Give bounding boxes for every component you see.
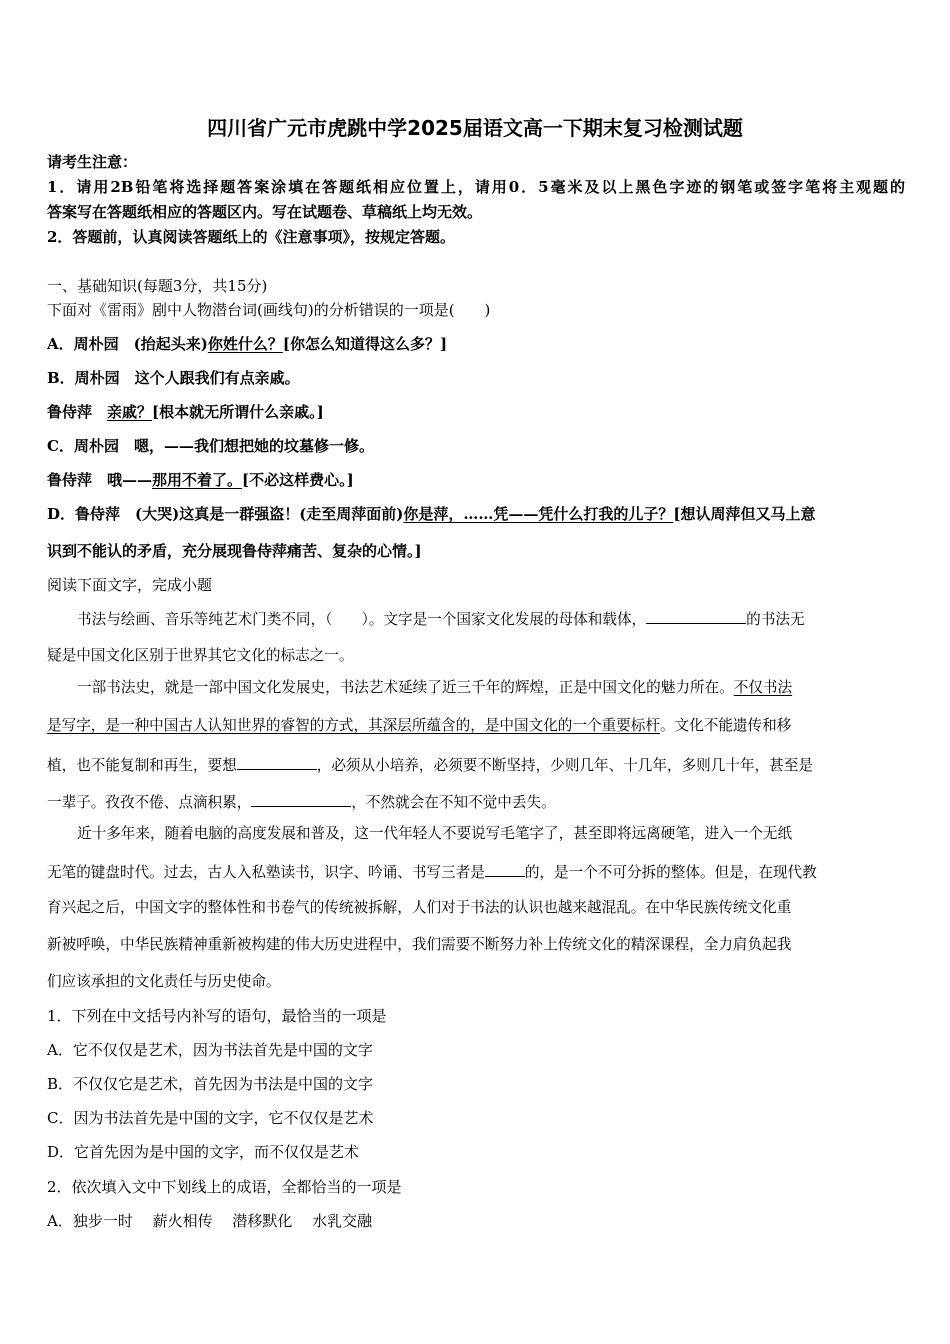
option-c: C．周朴园 嗯，——我们想把她的坟墓修一修。 — [47, 437, 374, 455]
passage-p3-line-2 — [47, 861, 905, 883]
q1-option-b: B．不仅仅它是艺术，首先因为书法是中国的文字 — [47, 1075, 374, 1093]
option-c-reply-prefix: 鲁侍萍 — [47, 471, 108, 489]
option-b-reply-note: [根本就无所谓什么亲戚。] — [152, 403, 324, 421]
option-b: B．周朴园 这个人跟我们有点亲戚。 — [47, 369, 300, 387]
p2-text-f: ，不然就会在不知不觉中丢失。 — [351, 794, 556, 811]
option-b-reply — [47, 402, 905, 422]
passage-p3-line-3: 育兴起之后，中国文字的整体性和书卷气的传统被拆解，人们对于书法的认识也越来越混乱。在中华民族传统文化重 — [47, 899, 792, 916]
p1-text-b: 的书法无 — [746, 611, 805, 628]
option-a-note: [你怎么知道得这么多？] — [282, 335, 448, 353]
p2-text-a: 一部书法史，就是一部中国文化发展史，书法艺术延续了近三千年的辉煌，正是中国文化的魅力所在。 — [77, 679, 734, 696]
q1-option-c: C．因为书法首先是中国的文字，它不仅仅是艺术 — [47, 1109, 374, 1127]
passage-p2-line-2 — [47, 716, 905, 736]
option-b-reply-underlined: 亲戚？ — [107, 403, 153, 421]
question-leiyu: 下面对《雷雨》剧中人物潜台词(画线句)的分析错误的一项是( ) — [47, 301, 491, 319]
q2-stem: 2．依次填入文中下划线上的成语，全都恰当的一项是 — [47, 1178, 402, 1196]
fill-blank-2 — [237, 754, 317, 770]
option-d-line-1 — [47, 504, 905, 524]
p2-text-e: 一辈子。孜孜不倦、点滴积累， — [47, 794, 252, 811]
fill-blank-3 — [251, 791, 351, 807]
fill-blank-1 — [646, 608, 746, 624]
option-d-note: [想认周萍但又马上意 — [673, 505, 816, 523]
fill-blank-4 — [485, 861, 525, 877]
passage-p1-line-1 — [47, 608, 905, 630]
notice-item-1-line-1: 1．请用2B铅笔将选择题答案涂填在答题纸相应位置上，请用0．5毫米及以上黑色字迹的钢笔或签字笔将主观题的 — [47, 178, 905, 196]
passage-p3-line-4: 新被呼唤，中华民族精神重新被构建的伟大历史进程中，我们需要不断努力补上传统文化的精深课程，全力肩负起我 — [47, 936, 792, 953]
passage-p3-line-1: 近十多年来，随着电脑的高度发展和普及，这一代年轻人不要说写毛笔字了，甚至即将远离硬笔，进入一个无纸 — [77, 825, 793, 842]
option-d-prefix: D．鲁侍萍 (大哭)这真是一群强盗！(走至周萍面前) — [47, 505, 404, 523]
p2-text-c: 植，也不能复制和再生，要想 — [47, 757, 237, 774]
p3-text-b: 的，是一个不可分拆的整体。但是，在现代教 — [524, 864, 817, 881]
p2-underlined-a: 不仅书法 — [733, 679, 793, 696]
notice-heading: 请考生注意： — [47, 153, 138, 171]
option-c-reply-note: [不必这样费心。] — [242, 471, 354, 489]
p1-text-a: 书法与绘画、音乐等纯艺术门类不同，（ ）。文字是一个国家文化发展的母体和载体， — [77, 611, 647, 628]
q2-option-a: A．独步一时 薪火相传 潜移默化 水乳交融 — [47, 1212, 373, 1230]
passage-p2-line-4 — [47, 791, 905, 813]
passage-p2-line-3 — [47, 754, 905, 776]
option-b-reply-prefix: 鲁侍萍 — [47, 403, 108, 421]
option-a-prefix: A．周朴园 (抬起头来) — [47, 335, 208, 353]
notice-item-2: 2．答题前，认真阅读答题纸上的《注意事项》，按规定答题。 — [47, 228, 455, 246]
option-d-line-2: 识到不能认的矛盾，充分展现鲁侍萍痛苦、复杂的心情。] — [47, 542, 422, 560]
option-c-reply-underlined: 那用不着了。 — [152, 471, 243, 489]
p2-text-b: 。文化不能遗传和移 — [659, 717, 792, 734]
passage-p3-line-5: 们应该承担的文化责任与历史使命。 — [47, 973, 281, 990]
page-title: 四川省广元市虎跳中学2025届语文高一下期末复习检测试题 — [207, 116, 743, 140]
reading-intro: 阅读下面文字，完成小题 — [47, 576, 213, 594]
p2-underlined-b: 是写字，是一种中国古人认知世界的睿智的方式，其深层所蕴含的，是中国文化的一个重要标杆 — [47, 717, 660, 734]
notice-item-1-line-2: 答案写在答题纸相应的答题区内。写在试题卷、草稿纸上均无效。 — [47, 203, 483, 221]
q1-option-a: A．它不仅仅是艺术，因为书法首先是中国的文字 — [47, 1041, 373, 1059]
option-a-underlined: 你姓什么？ — [207, 335, 283, 353]
section-1-heading: 一、基础知识(每题3分，共15分) — [47, 277, 268, 295]
passage-p2-line-1 — [47, 678, 905, 698]
q1-option-d: D．它首先因为是中国的文字，而不仅仅是艺术 — [47, 1143, 360, 1161]
option-c-reply-plain: 哦—— — [107, 471, 153, 489]
option-c-reply — [47, 470, 905, 490]
p3-text-a: 无笔的键盘时代。过去，古人入私塾读书，识字、吟诵、书写三者是 — [47, 864, 485, 881]
p2-text-d: ，必须从小培养，必须要不断坚持，少则几年、十几年，多则几十年，甚至是 — [316, 757, 813, 774]
option-d-underlined: 你是萍，……凭——凭什么打我的儿子？ — [403, 505, 674, 523]
passage-p1-line-2: 疑是中国文化区别于世界其它文化的标志之一。 — [47, 647, 354, 664]
option-a — [47, 334, 905, 354]
q1-stem: 1．下列在中文括号内补写的语句，最恰当的一项是 — [47, 1007, 387, 1025]
